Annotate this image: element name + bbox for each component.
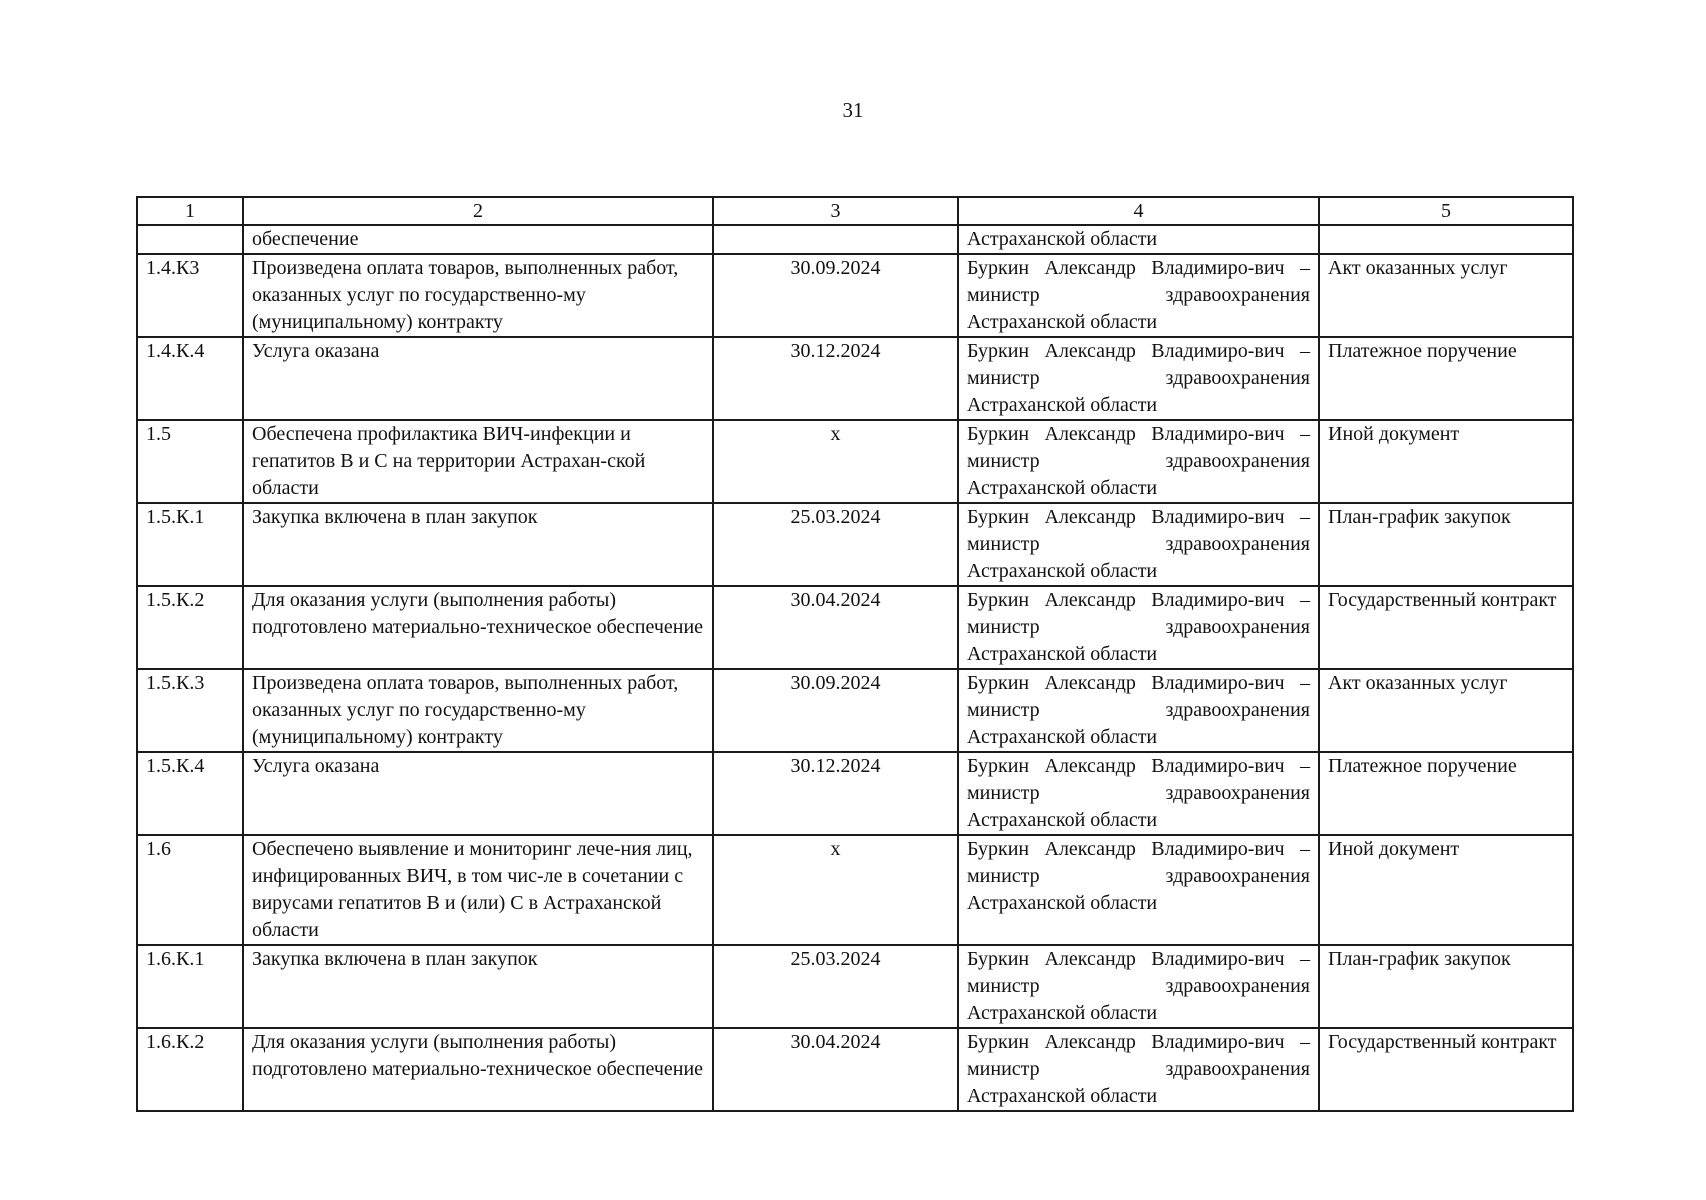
table-row <box>137 835 1573 945</box>
cell-event: Услуга оказана <box>243 752 713 835</box>
cell-event: Для оказания услуги (выполнения работы) подготовлено материально-техническое обеспечение <box>243 586 713 669</box>
cell-responsible: Буркин Александр Владимиро-вич – министр здравоохранения Астраханской области <box>958 945 1319 1028</box>
cell-num: 1.6.К.2 <box>137 1028 243 1111</box>
cell-date: х <box>713 420 958 503</box>
cell-date: 30.12.2024 <box>713 752 958 835</box>
header-cell-2: 2 <box>243 197 713 225</box>
table-row <box>137 752 1573 835</box>
cell-responsible: Буркин Александр Владимиро-вич – министр здравоохранения Астраханской области <box>958 1028 1319 1111</box>
table-row <box>137 586 1573 669</box>
header-cell-5: 5 <box>1319 197 1573 225</box>
cell-num: 1.4.К.4 <box>137 337 243 420</box>
cell-document: План-график закупок <box>1319 503 1573 586</box>
cell-date: х <box>713 835 958 945</box>
cell-responsible: Буркин Александр Владимиро-вич – министр здравоохранения Астраханской области <box>958 669 1319 752</box>
header-cell-1: 1 <box>137 197 243 225</box>
table-row <box>137 337 1573 420</box>
table-header <box>137 197 1573 225</box>
cell-responsible: Буркин Александр Владимиро-вич – министр здравоохранения Астраханской области <box>958 503 1319 586</box>
table-row <box>137 503 1573 586</box>
cell-event: Для оказания услуги (выполнения работы) подготовлено материально-техническое обеспечение <box>243 1028 713 1111</box>
plan-table <box>136 196 1574 1112</box>
cell-date: 30.04.2024 <box>713 1028 958 1111</box>
cell-event: Произведена оплата товаров, выполненных работ, оказанных услуг по государственно-му (муниципальному) контракту <box>243 669 713 752</box>
cell-date: 30.04.2024 <box>713 586 958 669</box>
table-row <box>137 669 1573 752</box>
cell-responsible: Буркин Александр Владимиро-вич – министр здравоохранения Астраханской области <box>958 835 1319 945</box>
cell-document: Иной документ <box>1319 835 1573 945</box>
cell-num: 1.5.К.2 <box>137 586 243 669</box>
cell-num: 1.5.К.1 <box>137 503 243 586</box>
cell-event: Обеспечена профилактика ВИЧ-инфекции и гепатитов В и С на территории Астрахан-ской области <box>243 420 713 503</box>
cell-num: 1.5.К.4 <box>137 752 243 835</box>
header-row <box>137 197 1573 225</box>
table-body <box>137 225 1573 1111</box>
header-cell-4: 4 <box>958 197 1319 225</box>
cell-event: Услуга оказана <box>243 337 713 420</box>
table-row <box>137 420 1573 503</box>
cell-event: Произведена оплата товаров, выполненных работ, оказанных услуг по государственно-му (муниципальному) контракту <box>243 254 713 337</box>
cell-date: 30.09.2024 <box>713 669 958 752</box>
cell-document: Государственный контракт <box>1319 1028 1573 1111</box>
cell-responsible: Буркин Александр Владимиро-вич – министр здравоохранения Астраханской области <box>958 752 1319 835</box>
cell-responsible: Буркин Александр Владимиро-вич – министр здравоохранения Астраханской области <box>958 337 1319 420</box>
page-number: 31 <box>842 98 864 122</box>
cell-document <box>1319 225 1573 254</box>
cell-document: Государственный контракт <box>1319 586 1573 669</box>
cell-num: 1.5 <box>137 420 243 503</box>
cell-document: Платежное поручение <box>1319 337 1573 420</box>
cell-num: 1.6 <box>137 835 243 945</box>
cell-date: 30.09.2024 <box>713 254 958 337</box>
table-row <box>137 945 1573 1028</box>
header-cell-3: 3 <box>713 197 958 225</box>
cell-date: 25.03.2024 <box>713 945 958 1028</box>
cell-responsible: Буркин Александр Владимиро-вич – министр здравоохранения Астраханской области <box>958 254 1319 337</box>
cell-event: Закупка включена в план закупок <box>243 503 713 586</box>
cell-document: Иной документ <box>1319 420 1573 503</box>
cell-responsible: Буркин Александр Владимиро-вич – министр здравоохранения Астраханской области <box>958 586 1319 669</box>
cell-responsible: Астраханской области <box>958 225 1319 254</box>
cell-num: 1.6.К.1 <box>137 945 243 1028</box>
cell-date: 30.12.2024 <box>713 337 958 420</box>
cell-num: 1.5.К.3 <box>137 669 243 752</box>
cell-event: Обеспечено выявление и мониторинг лече-ния лиц, инфицированных ВИЧ, в том чис-ле в сочетании с вирусами гепатитов В и (или) С в Астраханской области <box>243 835 713 945</box>
cell-num <box>137 225 243 254</box>
cell-num: 1.4.К3 <box>137 254 243 337</box>
cell-document: Акт оказанных услуг <box>1319 254 1573 337</box>
cell-date: 25.03.2024 <box>713 503 958 586</box>
table-row <box>137 1028 1573 1111</box>
continuation-row <box>137 225 1573 254</box>
cell-document: План-график закупок <box>1319 945 1573 1028</box>
cell-date <box>713 225 958 254</box>
cell-event: обеспечение <box>243 225 713 254</box>
cell-responsible: Буркин Александр Владимиро-вич – министр здравоохранения Астраханской области <box>958 420 1319 503</box>
cell-document: Акт оказанных услуг <box>1319 669 1573 752</box>
cell-document: Платежное поручение <box>1319 752 1573 835</box>
table-row <box>137 254 1573 337</box>
cell-event: Закупка включена в план закупок <box>243 945 713 1028</box>
